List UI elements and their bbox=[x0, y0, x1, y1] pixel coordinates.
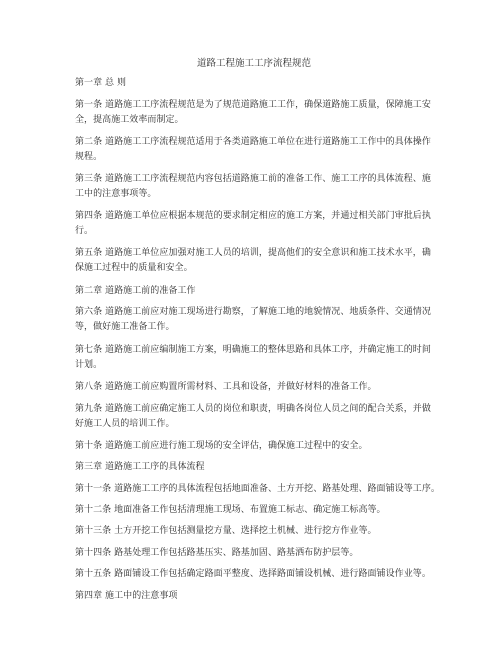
paragraph bbox=[75, 284, 433, 299]
paragraph bbox=[75, 567, 433, 582]
paragraph bbox=[75, 209, 433, 238]
paragraph-line: 行。 bbox=[75, 225, 94, 236]
paragraph bbox=[75, 524, 433, 539]
paragraph-line: 好施工人员的培训工作。 bbox=[75, 418, 175, 429]
paragraph bbox=[75, 460, 433, 475]
paragraph bbox=[75, 246, 433, 275]
paragraph-line: 规程。 bbox=[75, 151, 103, 162]
paragraph-line: 第三章 道路施工工序的具体流程 bbox=[75, 462, 205, 472]
paragraph bbox=[75, 380, 433, 395]
paragraph bbox=[75, 343, 433, 372]
paragraph-line: 第十三条 土方开挖工作包括测量挖方量、选择挖土机械、进行挖方作业等。 bbox=[75, 526, 377, 536]
paragraph bbox=[75, 135, 433, 164]
paragraph-line: 第三条 道路施工工序流程规范内容包括道路施工前的准备工作、施工工序的具体流程、施 bbox=[75, 174, 431, 184]
paragraph-line: 第十条 道路施工前应进行施工现场的安全评估，确保施工过程中的安全。 bbox=[75, 441, 368, 451]
paragraph bbox=[75, 98, 433, 127]
paragraph bbox=[75, 305, 433, 334]
paragraph-line: 第八条 道路施工前应购置所需材料、工具和设备，并做好材料的准备工作。 bbox=[75, 382, 377, 392]
paragraph bbox=[75, 76, 433, 91]
paragraph-line: 第六条 道路施工前应对施工现场进行勘察，了解施工地的地貌情况、地质条件、交通情况 bbox=[75, 307, 431, 317]
paragraph-line: 第九条 道路施工前应确定施工人员的岗位和职责，明确各岗位人员之间的配合关系，并做 bbox=[75, 404, 431, 414]
paragraph-line: 第十四条 路基处理工作包括路基压实、路基加固、路基洒布防护层等。 bbox=[75, 548, 359, 558]
paragraph bbox=[75, 482, 440, 497]
paragraph bbox=[75, 589, 433, 604]
paragraph bbox=[75, 503, 433, 518]
paragraph-line: 第十二条 地面准备工作包括清理施工现场、布置施工标志、确定施工标高等。 bbox=[75, 505, 386, 515]
paragraph-line: 等，做好施工准备工作。 bbox=[75, 321, 175, 332]
paragraph-line: 第一条 道路施工工序流程规范是为了规范道路施工工作，确保道路施工质量，保障施工安 bbox=[75, 100, 431, 110]
paragraph-line: 第七条 道路施工前应编制施工方案，明确施工的整体思路和具体工序，并确定施工的时间 bbox=[75, 345, 431, 355]
paragraph-line: 第四章 施工中的注意事项 bbox=[75, 591, 178, 601]
paragraph-line: 第十一条 道路施工工序的具体流程包括地面准备、土方开挖、路基处理、路面铺设等工序。 bbox=[75, 484, 440, 494]
paragraph-line: 第十五条 路面铺设工作包括确定路面平整度、选择路面铺设机械、进行路面铺设作业等。 bbox=[75, 569, 431, 579]
paragraph-line: 第五条 道路施工单位应加强对施工人员的培训，提高他们的安全意识和施工技术水平，确 bbox=[75, 248, 431, 258]
paragraph-line: 保施工过程中的质量和安全。 bbox=[75, 262, 193, 273]
paragraph bbox=[75, 172, 433, 201]
paragraph-line: 计划。 bbox=[75, 359, 103, 370]
paragraph-line: 工中的注意事项等。 bbox=[75, 188, 157, 199]
paragraph bbox=[75, 402, 433, 431]
paragraph-line: 第一章 总 则 bbox=[75, 78, 127, 88]
paragraph bbox=[75, 439, 433, 454]
paragraph bbox=[75, 546, 433, 561]
paragraph-line: 第四条 道路施工单位应根据本规范的要求制定相应的施工方案，并通过相关部门审批后执 bbox=[75, 211, 431, 221]
paragraph-line: 全，提高施工效率而制定。 bbox=[75, 114, 184, 125]
paragraph-line: 第二章 道路施工前的准备工作 bbox=[75, 286, 196, 296]
paragraph-line: 第二条 道路施工工序流程规范适用于各类道路施工单位在进行道路施工工作中的具体操作 bbox=[75, 137, 431, 147]
document-title: 道路工程施工工序流程规范 bbox=[196, 58, 311, 69]
